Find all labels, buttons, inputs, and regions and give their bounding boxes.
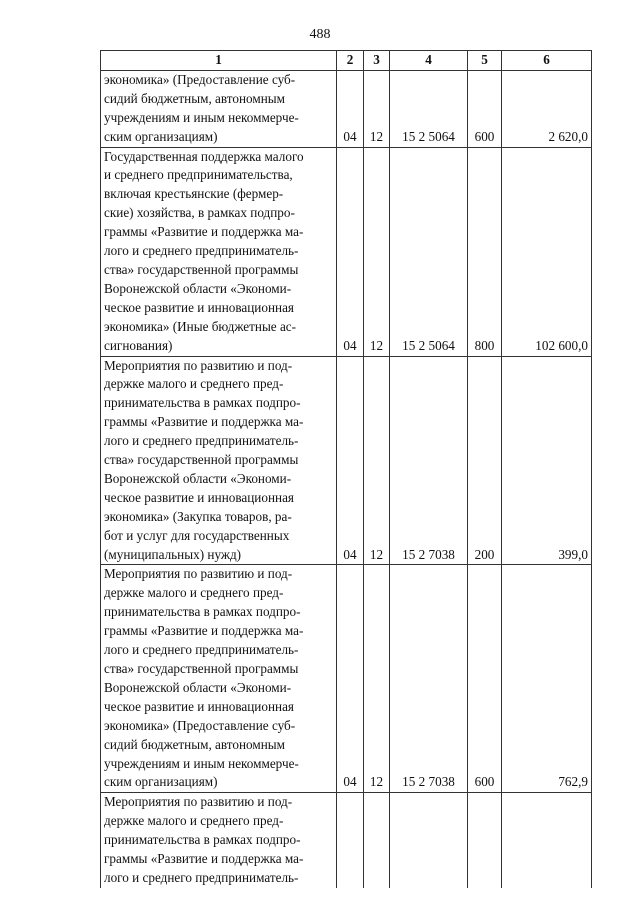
column-header-6: 6 [502, 51, 592, 71]
row-target-article: 15 2 7038 [390, 356, 468, 565]
column-header-4: 4 [390, 51, 468, 71]
row-expense-type: 600 [468, 70, 502, 147]
row-subsection: 12 [364, 70, 390, 147]
row-section [337, 793, 364, 888]
row-subsection: 12 [364, 356, 390, 565]
row-amount: 762,9 [502, 565, 592, 793]
table-row [101, 70, 592, 147]
row-subsection: 12 [364, 565, 390, 793]
row-target-article: 15 2 7038 [390, 565, 468, 793]
row-subsection [364, 793, 390, 888]
table-row [101, 565, 592, 793]
table-row [101, 147, 592, 356]
table-row [101, 356, 592, 565]
row-description: экономика» (Предоставление суб- сидий бюджетным, автономным учреждениям и иным некоммерче- ским организациям) [101, 70, 337, 147]
row-target-article: 15 2 5064 [390, 70, 468, 147]
row-amount [502, 793, 592, 888]
row-section: 04 [337, 565, 364, 793]
row-description: Мероприятия по развитию и под- держке малого и среднего пред- принимательства в рамках подпро- граммы «Развитие и поддержка ма- лого и среднего предприниматель- ства» государственной программы Воронежской области «Экономи- ческое развитие и инновационная экономика» (Закупка товаров, ра- бот и услуг для государственных (муниципальных) нужд) [101, 356, 337, 565]
column-header-2: 2 [337, 51, 364, 71]
row-expense-type: 200 [468, 356, 502, 565]
row-description: Мероприятия по развитию и под- держке малого и среднего пред- принимательства в рамках подпро- граммы «Развитие и поддержка ма- лого и среднего предприниматель- [101, 793, 337, 888]
row-description: Мероприятия по развитию и под- держке малого и среднего пред- принимательства в рамках подпро- граммы «Развитие и поддержка ма- лого и среднего предприниматель- ства» государственной программы Воронежской области «Экономи- ческое развитие и инновационная экономика» (Предоставление суб- сидий бюджетным, автономным учреждениям и иным некоммерче- ским организациям) [101, 565, 337, 793]
column-header-1: 1 [101, 51, 337, 71]
row-expense-type [468, 793, 502, 888]
table-header-row [101, 51, 592, 71]
row-amount: 102 600,0 [502, 147, 592, 356]
row-description: Государственная поддержка малого и среднего предпринимательства, включая крестьянские (фермер- ские) хозяйства, в рамках подпро- граммы «Развитие и поддержка ма- лого и среднего предприниматель- ства» государственной программы Воронежской области «Экономи- ческое развитие и инновационная экономика» (Иные бюджетные ас- сигнования) [101, 147, 337, 356]
column-header-3: 3 [364, 51, 390, 71]
row-section: 04 [337, 356, 364, 565]
row-section: 04 [337, 70, 364, 147]
row-target-article: 15 2 5064 [390, 147, 468, 356]
page-number: 488 [309, 27, 331, 42]
table-row [101, 793, 592, 888]
row-amount: 399,0 [502, 356, 592, 565]
budget-table [100, 50, 592, 888]
row-target-article [390, 793, 468, 888]
column-header-5: 5 [468, 51, 502, 71]
row-expense-type: 600 [468, 565, 502, 793]
row-expense-type: 800 [468, 147, 502, 356]
row-subsection: 12 [364, 147, 390, 356]
row-section: 04 [337, 147, 364, 356]
row-amount: 2 620,0 [502, 70, 592, 147]
